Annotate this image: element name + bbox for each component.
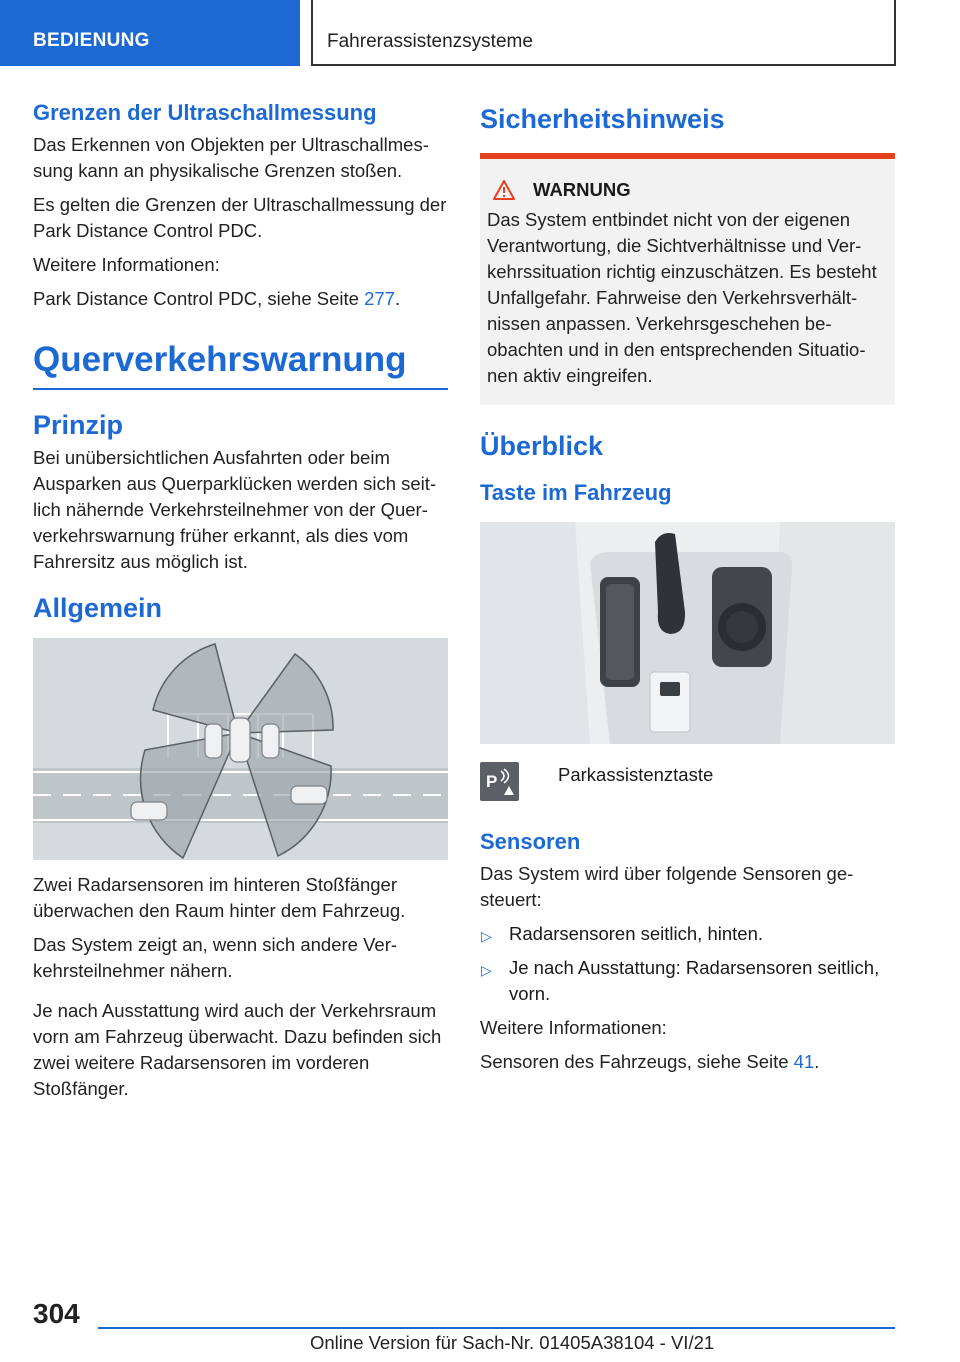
sensors-reference-link[interactable]: 41 — [793, 1051, 815, 1072]
sensors-intro: Das System wird über folgende Sensoren gesteuert: — [480, 863, 854, 910]
header-section: BEDIENUNG — [0, 0, 300, 66]
warning-header — [493, 179, 887, 201]
cross-traffic-diagram — [33, 638, 448, 860]
left-column — [33, 100, 448, 1110]
limits-paragraph-2: Es gelten die Grenzen der Ultraschallmessung der Park Distance Control PDC. — [33, 194, 447, 241]
sensors-reference-end: . — [814, 1051, 820, 1072]
limits-paragraph-1: Das Erkennen von Objekten per Ultraschallmessung kann an physikalische Grenzen stoßen. — [33, 134, 429, 181]
header-chapter: Fahrerassistenzsysteme — [311, 0, 896, 66]
list-item: ▷ Radarsensoren seitlich, hinten. — [480, 921, 895, 947]
limits-reference — [33, 286, 448, 312]
list-item: ▷ Je nach Ausstattung: Radarsensoren seitlich, vorn. — [481, 957, 880, 1004]
triangle-right-icon: ▷ — [481, 962, 492, 978]
limits-reference-end: . — [394, 288, 401, 309]
footer-online-version: Online Version für Sach-Nr. 01405A38104 - VI/21 — [310, 1332, 715, 1353]
park-assist-button-icon — [480, 762, 519, 801]
warning-label: WARNUNG — [533, 179, 631, 200]
center-console-photo — [480, 522, 895, 744]
page-number: 304 — [33, 1298, 80, 1329]
right-column — [480, 100, 895, 1083]
sensors-more: Weitere Informationen: — [480, 1017, 667, 1038]
sensors-list — [480, 921, 895, 1007]
safety-heading: Sicherheitshinweis — [480, 104, 725, 134]
svg-text:P: P — [486, 772, 498, 791]
button-heading: Taste im Fahrzeug — [480, 480, 672, 505]
limits-heading: Grenzen der Ultraschallmessung — [33, 100, 377, 125]
park-assist-row — [480, 762, 895, 801]
warning-text: Das System entbindet nicht von der eigenen Verantwortung, die Sichtverhältnisse und Verkehrssituation richtig einzuschätzen. Es besteht Unfallgefahr. Fahrweise den Verkehrsverhältnissen anpassen. Verkehrsgeschehen beobachten und in den entsprechenden Situationen aktiv eingreifen. — [487, 209, 877, 386]
principle-heading: Prinzip — [33, 410, 124, 440]
sensors-heading: Sensoren — [480, 829, 581, 854]
triangle-right-icon: ▷ — [481, 928, 492, 944]
sensors-reference-text: Sensoren des Fahrzeugs, siehe Seite — [480, 1051, 794, 1072]
footer-divider — [98, 1327, 895, 1329]
cross-traffic-illustration — [33, 638, 448, 860]
limits-reference-text: Park Distance Control PDC, siehe Seite — [33, 288, 365, 309]
main-title: Querverkehrswarnung — [33, 340, 448, 390]
warning-triangle-icon — [493, 180, 515, 200]
park-assist-label: Parkassistenztaste — [558, 764, 714, 785]
general-paragraph-3: Je nach Ausstattung wird auch der Verkehrsraum vorn am Fahrzeug überwacht. Dazu befinden sich zwei weitere Radarsensoren im vorderen Stoßfänger. — [33, 1000, 442, 1099]
sensors-reference — [480, 1049, 895, 1075]
general-paragraph-2: Das System zeigt an, wenn sich andere Verkehrsteilnehmer nähern. — [33, 934, 398, 981]
general-paragraph-1: Zwei Radarsensoren im hinteren Stoßfänger überwachen den Raum hinter dem Fahrzeug. — [33, 874, 406, 921]
general-heading: Allgemein — [33, 593, 163, 623]
principle-paragraph: Bei unübersichtlichen Ausfahrten oder beim Ausparken aus Querparklücken werden sich seitlich nähernde Verkehrsteilnehmer von der Querverkehrswarnung früher erkannt, als dies vom Fahrersitz aus möglich ist. — [33, 447, 437, 572]
limits-reference-link[interactable]: 277 — [364, 288, 395, 309]
warning-box — [480, 153, 895, 405]
limits-paragraph-3: Weitere Informationen: — [33, 254, 220, 275]
center-console-image — [480, 522, 895, 744]
overview-heading: Überblick — [480, 431, 604, 461]
